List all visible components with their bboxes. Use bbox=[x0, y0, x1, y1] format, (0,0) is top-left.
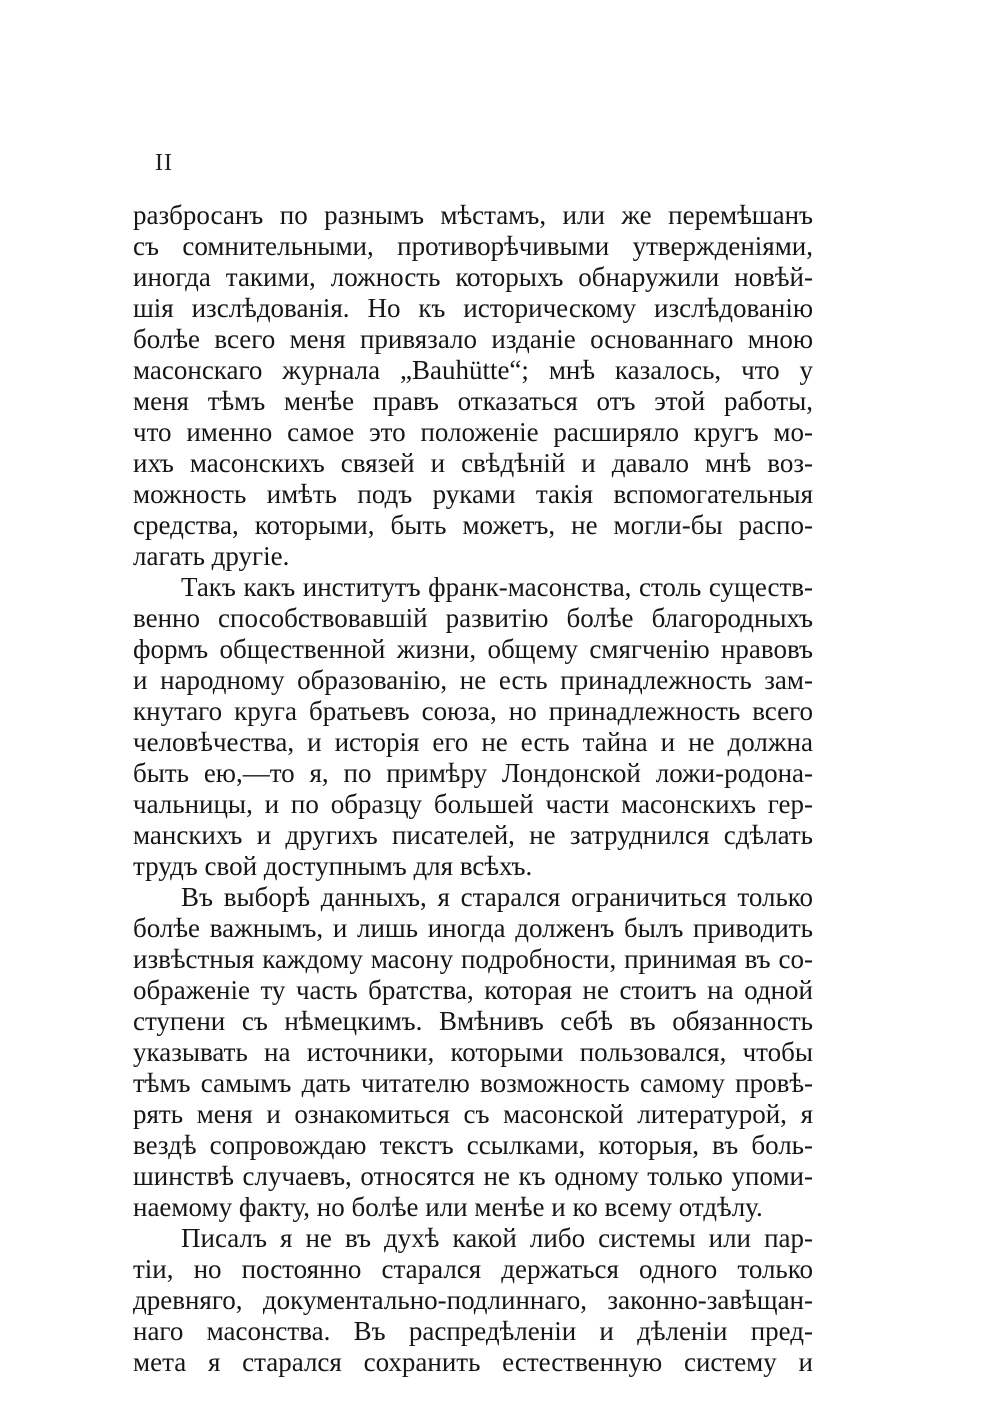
text-line: формъ общественной жизни, общему смягченію нравовъ bbox=[133, 634, 813, 664]
text-line: быть ею,—то я, по примѣру Лондонской ложи-родона- bbox=[133, 758, 813, 788]
text-line: разбросанъ по разнымъ мѣстамъ, или же перемѣшанъ bbox=[133, 200, 813, 230]
text-line: шія изслѣдованія. Но къ историческому изслѣдованію bbox=[133, 293, 813, 323]
text-line: шинствѣ случаевъ, относятся не къ одному только упоми- bbox=[133, 1161, 813, 1191]
text-line: указывать на источники, которыми пользовался, чтобы bbox=[133, 1037, 813, 1067]
text-line: меня тѣмъ менѣе правъ отказаться отъ этой работы, bbox=[133, 386, 813, 416]
text-line: мета я старался сохранить естественную систему и bbox=[133, 1347, 813, 1377]
paragraph bbox=[133, 882, 813, 1223]
text-line: вездѣ сопровождаю текстъ ссылками, которыя, въ боль- bbox=[133, 1130, 813, 1160]
paragraph bbox=[133, 1223, 813, 1378]
text-line: человѣчества, и исторія его не есть тайна и не должна bbox=[133, 727, 813, 757]
text-line: болѣе всего меня привязало изданіе основаннаго мною bbox=[133, 324, 813, 354]
text-line: извѣстныя каждому масону подробности, принимая въ со- bbox=[133, 944, 813, 974]
text-line: наго масонства. Въ распредѣленіи и дѣленіи пред- bbox=[133, 1316, 813, 1346]
text-line: тѣмъ самымъ дать читателю возможность самому провѣ- bbox=[133, 1068, 813, 1098]
text-line: рять меня и ознакомиться съ масонской литературой, я bbox=[133, 1099, 813, 1129]
text-line: Такъ какъ институтъ франк-масонства, столь существ- bbox=[181, 572, 813, 602]
text-line: масонскаго журнала „Bauhütte“; мнѣ казалось, что у bbox=[133, 355, 813, 385]
text-line: можность имѣть подъ руками такія вспомогательныя bbox=[133, 479, 813, 509]
text-line: чальницы, и по образцу большей части масонскихъ гер- bbox=[133, 789, 813, 819]
page-number: II bbox=[155, 150, 173, 176]
text-line: Въ выборѣ данныхъ, я старался ограничиться только bbox=[181, 882, 813, 912]
text-line: Писалъ я не въ духѣ какой либо системы или пар- bbox=[181, 1223, 813, 1253]
text-line: тіи, но постоянно старался держаться одного только bbox=[133, 1254, 813, 1284]
text-line: древняго, документально-подлиннаго, законно-завѣщан- bbox=[133, 1285, 813, 1315]
text-line: трудъ свой доступнымъ для всѣхъ. bbox=[133, 851, 533, 881]
text-line: манскихъ и другихъ писателей, не затруднился сдѣлать bbox=[133, 820, 813, 850]
text-line: ображеніе ту часть братства, которая не стоитъ на одной bbox=[133, 975, 813, 1005]
text-line: наемому факту, но болѣе или менѣе и ко всему отдѣлу. bbox=[133, 1192, 763, 1222]
text-line: что именно самое это положеніе расширяло кругъ мо- bbox=[133, 417, 813, 447]
body-text bbox=[133, 200, 813, 1378]
text-line: кнутаго круга братьевъ союза, но принадлежность всего bbox=[133, 696, 813, 726]
text-line: и народному образованію, не есть принадлежность зам- bbox=[133, 665, 813, 695]
text-line: средства, которыми, быть можетъ, не могли-бы распо- bbox=[133, 510, 813, 540]
text-line: лагать другіе. bbox=[133, 541, 290, 571]
paragraph bbox=[133, 572, 813, 882]
text-line: болѣе важнымъ, и лишь иногда долженъ былъ приводить bbox=[133, 913, 813, 943]
text-line: иногда такими, ложность которыхъ обнаружили новѣй- bbox=[133, 262, 813, 292]
text-line: венно способствовавшій развитію болѣе благородныхъ bbox=[133, 603, 813, 633]
text-line: съ сомнительными, противорѣчивыми утвержденіями, bbox=[133, 231, 813, 261]
paragraph bbox=[133, 200, 813, 572]
text-line: ступени съ нѣмецкимъ. Вмѣнивъ себѣ въ обязанность bbox=[133, 1006, 813, 1036]
text-line: ихъ масонскихъ связей и свѣдѣній и давало мнѣ воз- bbox=[133, 448, 813, 478]
